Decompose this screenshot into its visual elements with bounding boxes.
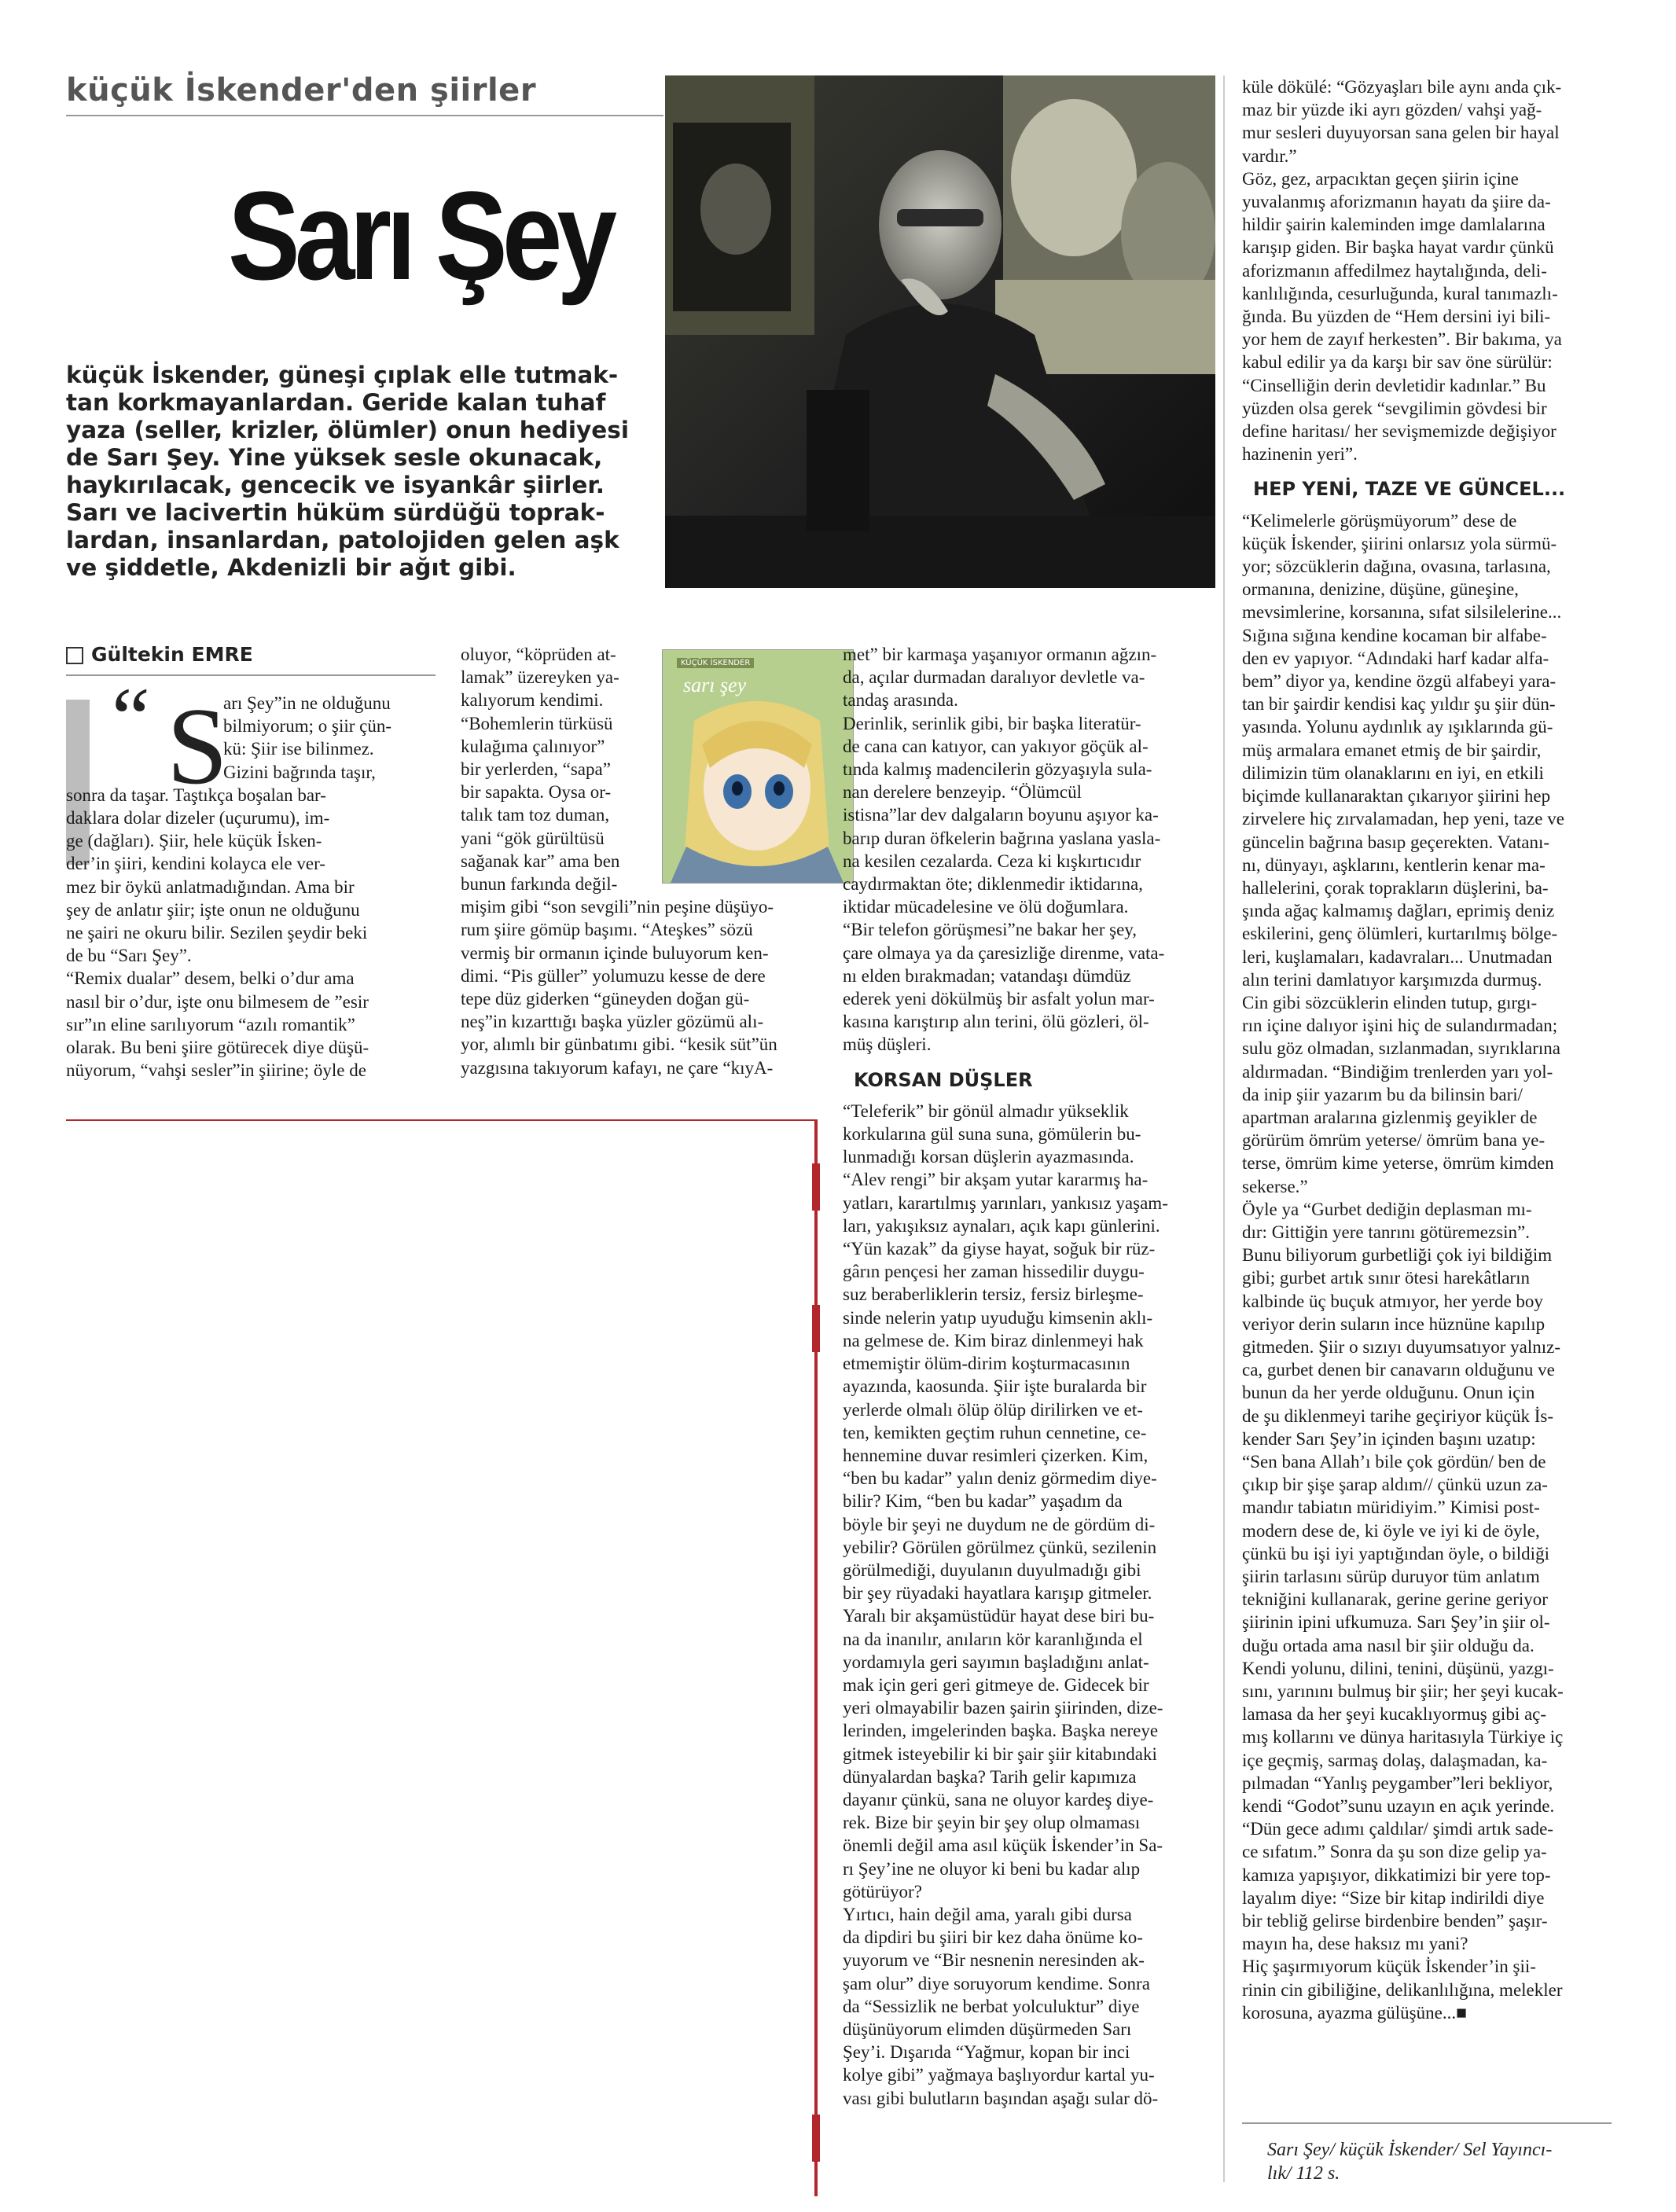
column-a-line: de bu “Sarı Şey”. bbox=[66, 946, 192, 966]
column-d-line: ormanına, denizine, düşüne, güneşine, bbox=[1242, 579, 1519, 600]
section-title: küçük İskender'den şiirler bbox=[66, 72, 537, 108]
intro-line: tan korkmayanlardan. Geride kalan tuhaf bbox=[66, 389, 606, 416]
column-a-line: ge (dağları). Şiir, hele küçük İsken- bbox=[66, 831, 322, 851]
column-d-line: apartman aralarına gizlenmiş geyikler de bbox=[1242, 1107, 1538, 1127]
column-d-line: rın içine dalıyor işini hiç de sulandırmadan; bbox=[1242, 1016, 1558, 1036]
column-c-line: yatları, karartılmış yarınları, yankısız yaşam- bbox=[843, 1192, 1168, 1213]
column-d-line: veriyor derin suların ince hüznüne kapılıp bbox=[1242, 1314, 1546, 1334]
column-c-line: tandaş arasında. bbox=[843, 690, 958, 711]
column-d-line: sekerse.” bbox=[1242, 1176, 1308, 1196]
column-d bbox=[1242, 75, 1616, 2024]
column-a-line: daklara dolar dizeler (uçurumu), im- bbox=[66, 808, 330, 829]
column-c bbox=[843, 643, 1212, 2110]
column-d-line: yuvalanmış aforizmanın hayatı da şiire da- bbox=[1242, 192, 1551, 212]
column-b-line: neş”in kızarttığı başka yüzler gözümü alı- bbox=[461, 1012, 764, 1032]
intro-paragraph bbox=[66, 362, 648, 582]
column-d-line: yor hem de zayıf herkesten”. Bir bakıma, ya bbox=[1242, 329, 1562, 350]
author-photo-image bbox=[665, 75, 1215, 588]
column-a-line: ne şairi ne okuru bilir. Sezilen şeydir beki bbox=[66, 923, 368, 943]
column-d-line: Öyle ya “Gurbet dediğin deplasman mı- bbox=[1242, 1199, 1532, 1219]
column-c-line: barıp duran öfkelerin bağrına yaslana yasla- bbox=[843, 828, 1161, 848]
book-author-label: KÜÇÜK İSKENDER bbox=[677, 658, 754, 668]
column-d-line: Sığına sığına kendine kocaman bir alfabe- bbox=[1242, 625, 1547, 645]
column-c-line: nı elden bırakmadan; vatandaşı dümdüz bbox=[843, 965, 1131, 986]
column-d-line: kender Sarı Şey’in içinden başını uzatıp: bbox=[1242, 1428, 1536, 1449]
column-b-line: mişim gibi “son sevgili”nin peşine düşüyo- bbox=[461, 897, 774, 917]
column-d-line: “Cinselliğin derin devletidir kadınlar.” Bu bbox=[1242, 375, 1546, 395]
column-d-line: da inip şiir yazarım bu da bilinsin bari/ bbox=[1242, 1084, 1523, 1104]
column-d-line: pılmadan “Yanlış peygamber”leri bekliyor, bbox=[1242, 1773, 1553, 1793]
column-b-line: yor, alımlı bir günbatımı gibi. “kesik süt”ün bbox=[461, 1034, 777, 1055]
column-d-line: “Dün gece adımı çaldılar/ şimdi artık sade- bbox=[1242, 1819, 1553, 1839]
column-b-line: yani “gök gürültüsü bbox=[461, 828, 605, 848]
red-rule-tick bbox=[812, 2115, 820, 2162]
column-c-line: na kesilen cezalarda. Ceza ki kışkırtıcıdır bbox=[843, 851, 1141, 871]
column-d-line: çünkü bu işi iyi yaptığından öyle, o bildiği bbox=[1242, 1543, 1549, 1563]
column-c-line: “Alev rengi” bir akşam yutar kararmış ha- bbox=[843, 1170, 1149, 1190]
column-c-line: ten, kemikten geçtim ruhun cennetine, ce- bbox=[843, 1422, 1147, 1442]
column-b-line: rum şiire gömüp başımı. “Ateşkes” sözü bbox=[461, 920, 753, 940]
column-a bbox=[66, 685, 436, 1082]
section-rule bbox=[66, 115, 663, 116]
column-b-line: dimi. “Pis güller” yolumuzu kesse de dere bbox=[461, 965, 766, 986]
column-d-line: yüzden olsa gerek “sevgilimin gövdesi bir bbox=[1242, 398, 1547, 418]
column-c-line: ederek yeni dökülmüş bir asfalt yolun mar- bbox=[843, 989, 1155, 1009]
column-b-line: kulağıma çalınıyor” bbox=[461, 736, 605, 756]
column-c-line: caydırmaktan öte; diklenmedir iktidarına, bbox=[843, 874, 1143, 895]
column-b-line: bir yerlerden, “sapa” bbox=[461, 759, 611, 780]
column-d-line: güncelin bağrına basıp geçerekten. Vatanı- bbox=[1242, 832, 1550, 852]
column-d-line: şında ağaç kalmamış dağları, eprimiş deniz bbox=[1242, 901, 1555, 921]
column-d-line: korosuna, ayazma gülüşüne...■ bbox=[1242, 2002, 1467, 2023]
column-b-line: oluyor, “köprüden at- bbox=[461, 645, 616, 664]
headline: Sarı Şey bbox=[228, 165, 612, 306]
column-c-line: istisna”lar dev dalgaların boyunu aşıyor ka- bbox=[843, 805, 1159, 825]
column-d-line: Göz, gez, arpacıktan geçen şiirin içine bbox=[1242, 168, 1519, 189]
column-c-line: “Yün kazak” da giyse hayat, soğuk bir rüz- bbox=[843, 1239, 1156, 1259]
column-c-line: düşünüyorum elimden düşürmeden Sarı bbox=[843, 2019, 1132, 2039]
column-b-line: yazgısına takıyorum kafayı, ne çare “kıyA- bbox=[461, 1057, 774, 1078]
column-c-line: mak için geri geri gitmeye de. Gidecek bir bbox=[843, 1674, 1149, 1695]
column-c-line: rek. Bize bir şeyin bir şey olup olmaması bbox=[843, 1813, 1141, 1833]
column-d-line: define haritası/ her sevişmemizde değişiyor bbox=[1242, 421, 1557, 442]
subheading: KORSAN DÜŞLER bbox=[854, 1068, 1033, 1091]
book-cover bbox=[662, 649, 854, 884]
column-d-line: sını, yarınını bulmuş bir şiir; her şeyi kucak- bbox=[1242, 1681, 1564, 1702]
column-c-line: Derinlik, serinlik gibi, bir başka literatür- bbox=[843, 713, 1141, 733]
column-a-line: olarak. Bu beni şiire götürecek diye düşü- bbox=[66, 1038, 369, 1058]
column-c-line: “ben bu kadar” yalın deniz görmedim diye- bbox=[843, 1468, 1157, 1489]
column-d-line: mış kollarını ve dünya haritasıyla Türkiye iç bbox=[1242, 1727, 1564, 1747]
column-d-line: mayın ha, dese haksız mı yani? bbox=[1242, 1934, 1468, 1954]
column-d-line: şiirin tarlasını sürüp duruyor tüm anlatım bbox=[1242, 1567, 1540, 1586]
column-c-line: da dipdiri bu şiiri bir kez daha önüme ko- bbox=[843, 1927, 1143, 1948]
column-c-line: müş düşleri. bbox=[843, 1034, 932, 1055]
column-a-line: mez bir öykü anlatmadığından. Ama bir bbox=[66, 876, 355, 897]
column-c-line: da, açılar durmadan daralıyor devletle va- bbox=[843, 667, 1145, 688]
column-a-line: Gizini bağrında taşır, bbox=[223, 762, 376, 782]
column-c-line: yeri olmayabilir bazen şairin şiirinden, dize- bbox=[843, 1698, 1163, 1718]
column-d-line: hazinenin yeri”. bbox=[1242, 444, 1358, 465]
column-c-line: Yaralı bir akşamüstüdür hayat dese biri bu- bbox=[843, 1606, 1155, 1626]
column-c-line: de cana can katıyor, can yakıyor göçük al- bbox=[843, 736, 1149, 756]
column-b-line: “Bohemlerin türküsü bbox=[461, 713, 613, 733]
column-d-line: kanlılığında, cesurluğunda, kural tanımazlı- bbox=[1242, 283, 1558, 303]
column-a-line: bilmiyorum; o şiir çün- bbox=[223, 716, 392, 737]
column-d-line: ca, gurbet denen bir canavarın olduğunu ve bbox=[1242, 1360, 1555, 1380]
red-rule-tick bbox=[812, 1305, 820, 1352]
column-c-line: ları, yakışıksız aynaları, açık kapı günlerini. bbox=[843, 1215, 1160, 1236]
column-d-line: hildir şairin kaleminden imge damlalarına bbox=[1242, 215, 1546, 235]
column-c-line: etmemiştir ölüm-dirim koşturmacasının bbox=[843, 1354, 1130, 1374]
column-d-line: çıkıp bir şişe şarap aldım// çünkü uzun za- bbox=[1242, 1475, 1548, 1495]
column-c-line: kolye gibi” yağmaya başlıyordur kartal yu- bbox=[843, 2065, 1155, 2085]
column-c-line: met” bir karmaşa yaşanıyor ormanın ağzın- bbox=[843, 645, 1157, 664]
column-b-line: lamak” üzereyken ya- bbox=[461, 667, 619, 688]
column-c-line: “Teleferik” bir gönül almadır yükseklik bbox=[843, 1100, 1129, 1121]
column-a-line: sır”ın eline sarılıyorum “azılı romantik” bbox=[66, 1014, 355, 1034]
column-d-line: bir tebliğ gelirse birdenbire benden” şaşır- bbox=[1242, 1911, 1548, 1931]
column-d-line: aforizmanın affedilmez haytalığında, deli- bbox=[1242, 260, 1547, 281]
intro-line: haykırılacak, gencecik ve isyankâr şiirler. bbox=[66, 472, 605, 498]
column-d-line: bem” diyor ya, kendine özgü alfabeyi yara- bbox=[1242, 671, 1557, 692]
column-c-line: hennemine duvar resimleri çizerken. Kim, bbox=[843, 1445, 1149, 1465]
column-c-line: lerinden, imgelerinden başka. Başka nereye bbox=[843, 1721, 1159, 1741]
column-b-line: talık tam toz duman, bbox=[461, 805, 610, 825]
column-d-line: tekniğini kullanarak, gerine gerine geriyor bbox=[1242, 1589, 1548, 1610]
column-c-line: bir şey rüyadaki hayatlara karışıp gitmeler. bbox=[843, 1583, 1152, 1604]
intro-line: ve şiddetle, Akdenizli bir ağıt gibi. bbox=[66, 554, 516, 581]
column-d-line: kalbinde üç buçuk atmıyor, her yerde boy bbox=[1242, 1291, 1543, 1311]
column-d-line: biçimde kullanaraktan çıkarıyor şiirini hep bbox=[1242, 786, 1551, 807]
column-d-line: de şu diklenmeyi tarihe geçiriyor küçük İs- bbox=[1242, 1405, 1553, 1426]
column-d-line: küle dökülé: “Gözyaşları bile aynı anda çık- bbox=[1242, 77, 1562, 97]
column-c-line: yordamıyla geri sayımın başladığını anlat- bbox=[843, 1652, 1149, 1672]
column-d-line: duğu ortada ama nasıl bir şiir olduğu da. bbox=[1242, 1635, 1534, 1655]
column-d-line: zirvelere hiç zırvalamadan, hep yeni, taze ve bbox=[1242, 809, 1564, 829]
intro-line: küçük İskender, güneşi çıplak elle tutmak- bbox=[66, 362, 619, 388]
column-b-line: sağanak kar” ama ben bbox=[461, 851, 620, 871]
column-d-line: yasında. Yolunu aydınlık ay ışıklarında gü- bbox=[1242, 717, 1553, 737]
column-d-line: bunun da her yerde olduğunu. Onun için bbox=[1242, 1383, 1535, 1403]
column-c-line: Yırtıcı, hain değil ama, yaralı gibi dursa bbox=[843, 1904, 1132, 1924]
column-d-line: küçük İskender, şiirini onlarsız yola sürmü- bbox=[1242, 533, 1557, 553]
column-d-line: den ev yapıyor. “Adındaki harf kadar alfa- bbox=[1242, 648, 1549, 668]
column-d-line: müş armalara emanet etmiş de bir şairdir, bbox=[1242, 740, 1542, 760]
column-d-line: içe geçmiş, sarmaş dolaş, dalaşmadan, ka- bbox=[1242, 1750, 1548, 1770]
column-c-line: yerlerde olmalı ölüp ölüp dirilirken ve et- bbox=[843, 1399, 1143, 1420]
column-d-line: kabul edilir ya da karşı bir sav öne sürülür: bbox=[1242, 352, 1553, 373]
column-b-line: bir sapakta. Oysa or- bbox=[461, 782, 612, 803]
red-rule-horizontal bbox=[66, 1119, 814, 1121]
column-rule bbox=[1223, 75, 1225, 2182]
column-d-line: terse, ömrüm kime yeterse, ömrüm kimden bbox=[1242, 1153, 1554, 1174]
column-c-line: Şey’i. Dışarıda “Yağmur, kopan bir inci bbox=[843, 2042, 1130, 2063]
column-a-line: nasıl bir o’dur, işte onu bilmesem de ”esir bbox=[66, 991, 369, 1012]
column-d-line: Bunu biliyorum gurbetliği çok iyi bildiğim bbox=[1242, 1245, 1553, 1266]
column-d-line: maz bir yüzde iki ayrı gözden/ vahşi yağ- bbox=[1242, 100, 1542, 120]
column-c-line: na da inanılır, anıların kör karanlığında el bbox=[843, 1629, 1143, 1649]
column-b-line: tepe düz giderken “güneyden doğan gü- bbox=[461, 989, 750, 1009]
column-d-line: Kendi yolunu, dilini, tenini, düşünü, yazgı- bbox=[1242, 1658, 1554, 1678]
column-d-line: “Kelimelerle görüşmüyorum” dese de bbox=[1242, 510, 1517, 531]
column-b-line: bunun farkında değil- bbox=[461, 874, 618, 895]
column-c-line: na gelmese de. Kim biraz dinlenmeyi hak bbox=[843, 1330, 1144, 1350]
dropcap-quote: “ bbox=[112, 670, 150, 766]
column-b-line: vermiş bir ormanın içinde buluyorum ken- bbox=[461, 942, 769, 963]
column-d-line: leri, kuşlamaları, kadavraları... Unutmadan bbox=[1242, 946, 1553, 967]
column-c-line: nan derelere benzeyip. “Ölümcül bbox=[843, 782, 1082, 803]
column-c-line: tında kalmış madencilerin gözyaşıyla sula- bbox=[843, 759, 1152, 780]
column-c-line: ayazında, kaosunda. Şiir işte buralarda bir bbox=[843, 1376, 1147, 1397]
intro-line: de Sarı Şey. Yine yüksek sesle okunacak, bbox=[66, 444, 603, 471]
author-photo bbox=[665, 75, 1215, 588]
column-c-line: sinde nelerin yatıp uyuduğu kimsenin aklı- bbox=[843, 1307, 1153, 1328]
book-info-line: lık/ 112 s. bbox=[1267, 2163, 1340, 2184]
column-c-line: rı Şey’ine ne oluyor ki beni bu kadar alıp bbox=[843, 1858, 1141, 1879]
column-d-line: aldırmadan. “Bindiğim trenlerden yarı yol- bbox=[1242, 1061, 1553, 1082]
column-d-line: şiirinin ipini ufkumuza. Sarı Şey’in şiir ol- bbox=[1242, 1612, 1550, 1633]
column-c-line: vası gibi bulutların başından aşağı sular dö- bbox=[843, 2088, 1159, 2108]
column-d-line: lamasa da her şeyi kucaklıyormuş gibi aç- bbox=[1242, 1704, 1547, 1725]
column-d-line: dilimizin tüm olanaklarını en iyi, en etkili bbox=[1242, 762, 1544, 783]
column-d-line: dır: Gittiğin yere tanrını götüremezsin”. bbox=[1242, 1222, 1530, 1242]
red-rule-tick bbox=[812, 1163, 820, 1211]
column-c-line: “Bir telefon görüşmesi”ne bakar her şey, bbox=[843, 920, 1138, 940]
byline-box-icon bbox=[66, 647, 83, 664]
column-a-line: der’in şiiri, kendini kolayca ele ver- bbox=[66, 854, 325, 874]
intro-line: Sarı ve lacivertin hüküm sürdüğü toprak- bbox=[66, 499, 605, 526]
column-d-line: kamıza yapışıyor, dikkatimizi bir yere top- bbox=[1242, 1865, 1551, 1885]
column-d-line: gibi; gurbet artık sınır ötesi harekâtların bbox=[1242, 1268, 1530, 1288]
book-title: sarı şey bbox=[683, 674, 747, 696]
column-c-line: böyle bir şeyi ne duydum ne de gördüm di- bbox=[843, 1514, 1156, 1534]
column-c-line: gârın pençesi her zaman hissedilir duygu- bbox=[843, 1262, 1145, 1282]
book-info-line: Sarı Şey/ küçük İskender/ Sel Yayıncı- bbox=[1267, 2140, 1553, 2160]
column-a-line: şey de anlatır şiir; işte onun ne olduğunu bbox=[66, 899, 360, 920]
column-c-line: dünyalardan başka? Tarih gelir kapımıza bbox=[843, 1766, 1137, 1787]
column-c-line: yebilir? Görülen görülmez çünkü, sezilenin bbox=[843, 1537, 1157, 1557]
column-d-line: mandır tabiatın müridiyim.” Kimisi post- bbox=[1242, 1497, 1540, 1518]
column-c-line: gitmek isteyebilir ki bir şair şiir kitabındaki bbox=[843, 1744, 1157, 1764]
column-d-line: görürüm ömrüm yeterse/ ömrüm bana ye- bbox=[1242, 1130, 1546, 1151]
column-a-line: arı Şey”in ne olduğunu bbox=[223, 693, 391, 713]
column-c-line: yuyorum ve “Bir nesnenin neresinden ak- bbox=[843, 1950, 1145, 1971]
column-d-line: eskilerini, genç ölümleri, kurtarılmış bölge- bbox=[1242, 924, 1558, 944]
column-c-line: götürüyor? bbox=[843, 1881, 922, 1902]
column-c-line: bilir? Kim, “ben bu kadar” yaşadım da bbox=[843, 1491, 1123, 1512]
column-a-line: kü: Şiir ise bilinmez. bbox=[223, 739, 374, 759]
column-d-line: gitmeden. Şiir o sızıyı duyumsatıyor yalnız- bbox=[1242, 1336, 1560, 1357]
column-d-line: mur sesleri duyuyorsan sana gelen bir hayal bbox=[1242, 123, 1560, 143]
column-c-line: lunmadığı korsan düşlerin ayazmasında. bbox=[843, 1147, 1134, 1167]
column-d-line: ce sıfatım.” Sonra da şu son dize gelip ya- bbox=[1242, 1842, 1547, 1862]
column-d-line: “Sen bana Allah’ı bile çok gördün/ ben de bbox=[1242, 1451, 1546, 1472]
column-d-line: tan bir şairdir kendisi kaç yıldır şu şiir dün- bbox=[1242, 694, 1556, 715]
column-c-line: görülmediği, duyulanın duyulmadığı gibi bbox=[843, 1560, 1141, 1580]
column-c-line: dayanır çünkü, sana ne oluyor kardeş diye- bbox=[843, 1789, 1154, 1810]
column-d-line: nı, dünyayı, aşklarını, kentlerin kenar ma- bbox=[1242, 854, 1546, 875]
column-d-line: vardır.” bbox=[1242, 145, 1297, 166]
column-d-line: ğında. Bu yüzden de “Hem dersini iyi bili- bbox=[1242, 307, 1551, 327]
column-c-line: şam olur” diye soruyorum kendime. Sonra bbox=[843, 1973, 1150, 1993]
footer-rule bbox=[1242, 2122, 1612, 2124]
intro-line: lardan, insanlardan, patolojiden gelen aşk bbox=[66, 527, 619, 553]
column-d-line: Cin gibi sözcüklerin elinden tutup, gırgı- bbox=[1242, 992, 1538, 1012]
column-b-line: kalıyorum kendimi. bbox=[461, 690, 604, 711]
dropcap-letter: S bbox=[167, 685, 228, 807]
byline bbox=[66, 643, 436, 667]
column-a-line: “Remix dualar” desem, belki o’dur ama bbox=[66, 968, 355, 989]
column-d-line: alın terini damlatıyor karşımızda durmuş. bbox=[1242, 969, 1542, 990]
book-info bbox=[1267, 2138, 1552, 2185]
column-c-line: da “Sessizlik ne berbat yolculuktur” diye bbox=[843, 1996, 1140, 2016]
red-rule-vertical bbox=[814, 1119, 818, 2196]
column-a-line: nüyorum, “vahşi sesler”in şiirine; öyle de bbox=[66, 1060, 366, 1081]
column-c-line: korkularına gül suna suna, gömülerin bu- bbox=[843, 1124, 1141, 1145]
column-a-line: sonra da taşar. Taştıkça boşalan bar- bbox=[66, 784, 326, 805]
column-d-line: sulu göz olmadan, sızlanmadan, sıyrıklarına bbox=[1242, 1038, 1560, 1059]
column-d-line: modern dese de, ki öyle ve iyi ki de öyle, bbox=[1242, 1520, 1540, 1541]
column-c-line: önemli değil ama asıl küçük İskender’in Sa- bbox=[843, 1835, 1163, 1856]
column-c-line: çare olmaya ya da çaresizliğe direnme, vata- bbox=[843, 942, 1165, 963]
column-d-line: layalım diye: “Size bir kitap indirildi diye bbox=[1242, 1887, 1545, 1908]
column-d-line: rinin cin gibiliğine, delikanlılığına, melekler bbox=[1242, 1979, 1563, 2000]
column-d-line: yor; sözcüklerin dağına, ovasına, tarlasına, bbox=[1242, 557, 1551, 577]
column-d-line: hallelerini, çorak toprakların düşlerini, ba- bbox=[1242, 877, 1549, 898]
intro-line: yaza (seller, krizler, ölümler) onun hediyesi bbox=[66, 417, 629, 443]
column-d-line: Hiç şaşırmıyorum küçük İskender’in şii- bbox=[1242, 1957, 1536, 1977]
column-d-line: mevsimlerine, korsanına, sıfat silsilelerine... bbox=[1242, 602, 1562, 623]
column-c-line: iktidar mücadelesine ve ölü doğumlara. bbox=[843, 897, 1129, 917]
column-d-line: karışıp giden. Bir başka hayat vardır çünkü bbox=[1242, 237, 1554, 258]
column-c-line: suz beraberliklerin tersiz, fersiz birleşme- bbox=[843, 1284, 1144, 1305]
subheading: HEP YENİ, TAZE VE GÜNCEL... bbox=[1253, 478, 1566, 501]
column-c-line: kasına karıştırıp alın terini, ölü gözleri, öl- bbox=[843, 1012, 1149, 1032]
column-d-line: kendi “Godot”sunu uzayın en açık yerinde. bbox=[1242, 1796, 1555, 1817]
byline-author: Gültekin EMRE bbox=[91, 643, 253, 666]
